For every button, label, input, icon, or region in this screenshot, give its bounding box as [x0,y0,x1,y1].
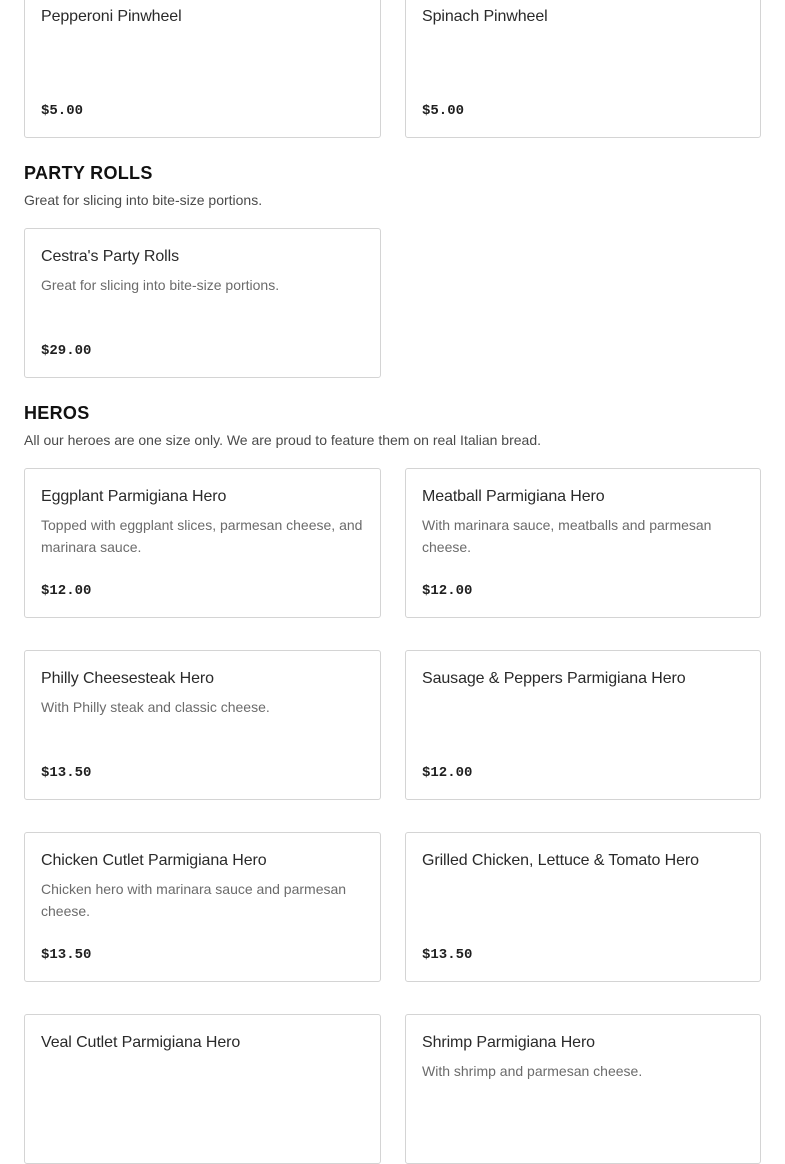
menu-item-price: $13.50 [422,947,473,963]
menu-item-name: Eggplant Parmigiana Hero [41,488,227,505]
menu-item-description: Chicken hero with marinara sauce and parmesan cheese. [41,881,347,919]
menu-item-name: Veal Cutlet Parmigiana Hero [41,1034,241,1051]
menu-item-name: Meatball Parmigiana Hero [422,488,605,505]
menu-item-card[interactable] [405,1014,761,1164]
menu-item-description: Topped with eggplant slices, parmesan cheese, and marinara sauce. [41,517,363,555]
menu-item-card[interactable] [24,650,381,800]
menu-item-name: Shrimp Parmigiana Hero [422,1034,595,1051]
section-description-party-rolls: Great for slicing into bite-size portions. [24,192,263,208]
menu-item-price: $5.00 [41,103,84,119]
menu-item-name: Philly Cheesesteak Hero [41,670,214,687]
menu-item-name: Pepperoni Pinwheel [41,8,182,25]
menu-item-name: Spinach Pinwheel [422,8,548,25]
menu-item-card[interactable] [24,1014,381,1164]
menu-item-card[interactable] [24,832,381,982]
menu-item-price: $5.00 [422,103,465,119]
section-description-heros: All our heroes are one size only. We are proud to feature them on real Italian bread. [24,432,542,448]
section-title-party-rolls: PARTY ROLLS [24,163,153,183]
menu-item-card[interactable] [405,0,761,138]
menu-item-card[interactable] [24,228,381,378]
menu-item-description: With shrimp and parmesan cheese. [422,1063,643,1079]
menu-item-price: $13.50 [41,947,92,963]
menu-item-card[interactable] [405,650,761,800]
menu-item-price: $12.00 [422,765,473,781]
menu-item-name: Grilled Chicken, Lettuce & Tomato Hero [422,852,699,869]
menu-item-price: $13.50 [41,765,92,781]
menu-item-name: Cestra's Party Rolls [41,248,179,265]
menu-item-name: Chicken Cutlet Parmigiana Hero [41,852,267,869]
menu-item-description: With marinara sauce, meatballs and parmesan cheese. [422,517,712,555]
menu-item-description: Great for slicing into bite-size portions. [41,277,280,293]
menu-item-price: $12.00 [41,583,92,599]
menu-item-price: $29.00 [41,343,92,359]
menu-item-card[interactable] [405,468,761,618]
menu-item-card[interactable] [24,0,381,138]
menu-item-card[interactable] [405,832,761,982]
section-title-heros: HEROS [24,403,90,423]
menu-item-description: With Philly steak and classic cheese. [41,699,270,715]
menu-item-price: $12.00 [422,583,473,599]
menu-item-name: Sausage & Peppers Parmigiana Hero [422,670,686,687]
menu-item-card[interactable] [24,468,381,618]
